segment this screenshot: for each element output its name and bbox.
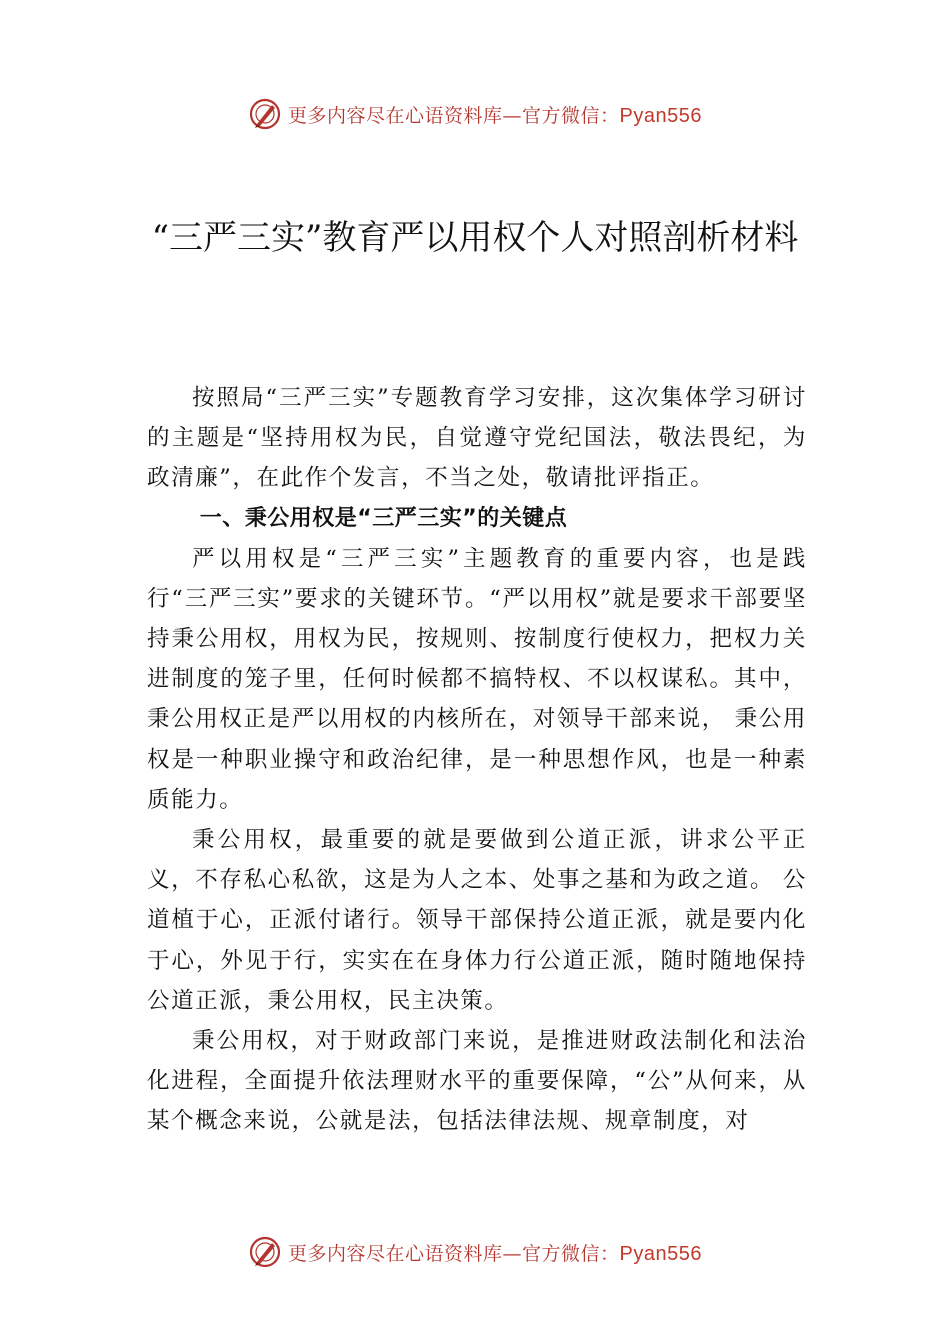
pen-circle-logo-icon: [248, 1235, 282, 1269]
pen-circle-logo-icon: [248, 97, 282, 131]
header-banner: [0, 94, 950, 134]
banner-text: [288, 101, 702, 128]
wechat-id: Pyan556: [619, 1242, 702, 1265]
document-title: “三严三实”教育严以用权个人对照剖析材料: [151, 218, 799, 258]
body-paragraph-2: 秉公用权，最重要的就是要做到公道正派，讲求公平正义，不存私心私欲，这是为人之本、处事之基和为政之道。 公道植于心，正派付诸行。领导干部保持公道正派，就是要内化于心，外见于行，实实在在身体力行公道正派，随时随地保持公道正派，秉公用权，民主决策。: [147, 827, 807, 1014]
wechat-id: Pyan556: [619, 104, 702, 127]
section-heading: 一、秉公用权是“三严三实”的关键点: [199, 505, 568, 531]
body-paragraph-1: 严以用权是“三严三实”主题教育的重要内容，也是践行“三严三实”要求的关键环节。“严以用权”就是要求干部要坚持秉公用权，用权为民，按规则、按制度行使权力，把权力关进制度的笼子里，任何时候都不搞特权、不以权谋私。其中，秉公用权正是严以用权的内核所在，对领导干部来说， 秉公用权是一种职业操守和政治纪律，是一种思想作风，也是一种素质能力。: [147, 545, 807, 813]
footer-banner: [0, 1232, 950, 1272]
intro-paragraph: 按照局“三严三实”专题教育学习安排，这次集体学习研讨的主题是“坚持用权为民，自觉遵守党纪国法，敬法畏纪，为政清廉”，在此作个发言，不当之处，敬请批评指正。: [147, 385, 807, 492]
document-body: [147, 378, 807, 1142]
body-paragraph-3: 秉公用权，对于财政部门来说，是推进财政法制化和法治化进程，全面提升依法理财水平的重要保障，“公”从何来，从某个概念来说，公就是法，包括法律法规、规章制度，对: [147, 1028, 807, 1135]
banner-text: [288, 1239, 702, 1266]
banner-label: 更多内容尽在心语资料库—官方微信：: [288, 1242, 620, 1265]
banner-label: 更多内容尽在心语资料库—官方微信：: [288, 104, 620, 127]
